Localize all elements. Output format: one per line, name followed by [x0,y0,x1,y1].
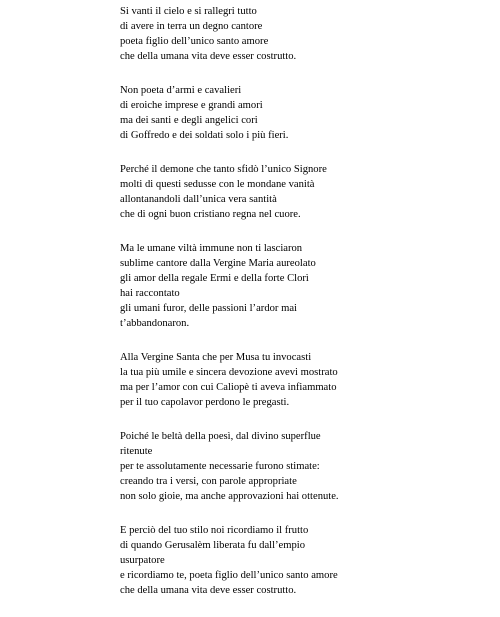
poem-line: E perciò del tuo stilo noi ricordiamo il frutto [120,525,309,536]
poem-line: gli umani furor, delle passioni l’ardor mai [120,303,297,314]
stanza [120,523,495,598]
poem-line: ma per l’amor con cui Caliopè ti aveva infiammato [120,382,337,393]
poem-line: Non poeta d’armi e cavalieri [120,85,242,96]
poem-line: non solo gioie, ma anche approvazioni hai ottenute. [120,491,339,502]
poem-line: per il tuo capolavor perdono le pregasti. [120,397,290,408]
poem-line: Si vanti il cielo e si rallegri tutto [120,6,257,17]
stanza [120,429,495,504]
poem-line: di eroiche imprese e grandi amori [120,100,263,111]
stanza [120,350,495,410]
poem-line: poeta figlio dell’unico santo amore [120,36,269,47]
poem-line: sublime cantore dalla Vergine Maria aureolato [120,258,316,269]
stanza [120,241,495,331]
poem-line: molti di questi sedusse con le mondane vanità [120,179,315,190]
poem-line: ma dei santi e degli angelici cori [120,115,258,126]
poem-line: Alla Vergine Santa che per Musa tu invocasti [120,352,312,363]
poem-line: la tua più umile e sincera devozione avevi mostrato [120,367,338,378]
poem-line: t’abbandonaron. [120,318,190,329]
stanza [120,4,495,64]
poem-line: di quando Gerusalèm liberata fu dall’empio [120,540,306,551]
poem-line: che di ogni buon cristiano regna nel cuore. [120,209,301,220]
poem-line: usurpatore [120,555,165,566]
poem-line: Ma le umane viltà immune non ti lasciaron [120,243,303,254]
poem-line: hai raccontato [120,288,180,299]
stanza [120,162,495,222]
poem-line: Poiché le beltà della poesì, dal divino superflue [120,431,321,442]
poem-line: di Goffredo e dei soldati solo i più fieri. [120,130,289,141]
stanza [120,83,495,143]
poem-line: per te assolutamente necessarie furono stimate: [120,461,320,472]
poem-line: ritenute [120,446,153,457]
poem-line: e ricordiamo te, poeta figlio dell’unico santo amore [120,570,338,581]
poem-line: allontanandoli dall’unica vera santità [120,194,277,205]
poem-line: che della umana vita deve esser costrutto. [120,51,297,62]
poem-line: che della umana vita deve esser costrutto. [120,585,297,596]
poem-line: di avere in terra un degno cantore [120,21,263,32]
poem-line: Perché il demone che tanto sfidò l’unico Signore [120,164,327,175]
poem-line: creando tra i versi, con parole appropriate [120,476,297,487]
poem-line: gli amor della regale Ermi e della forte Clorì [120,273,309,284]
poem-text [120,4,495,617]
